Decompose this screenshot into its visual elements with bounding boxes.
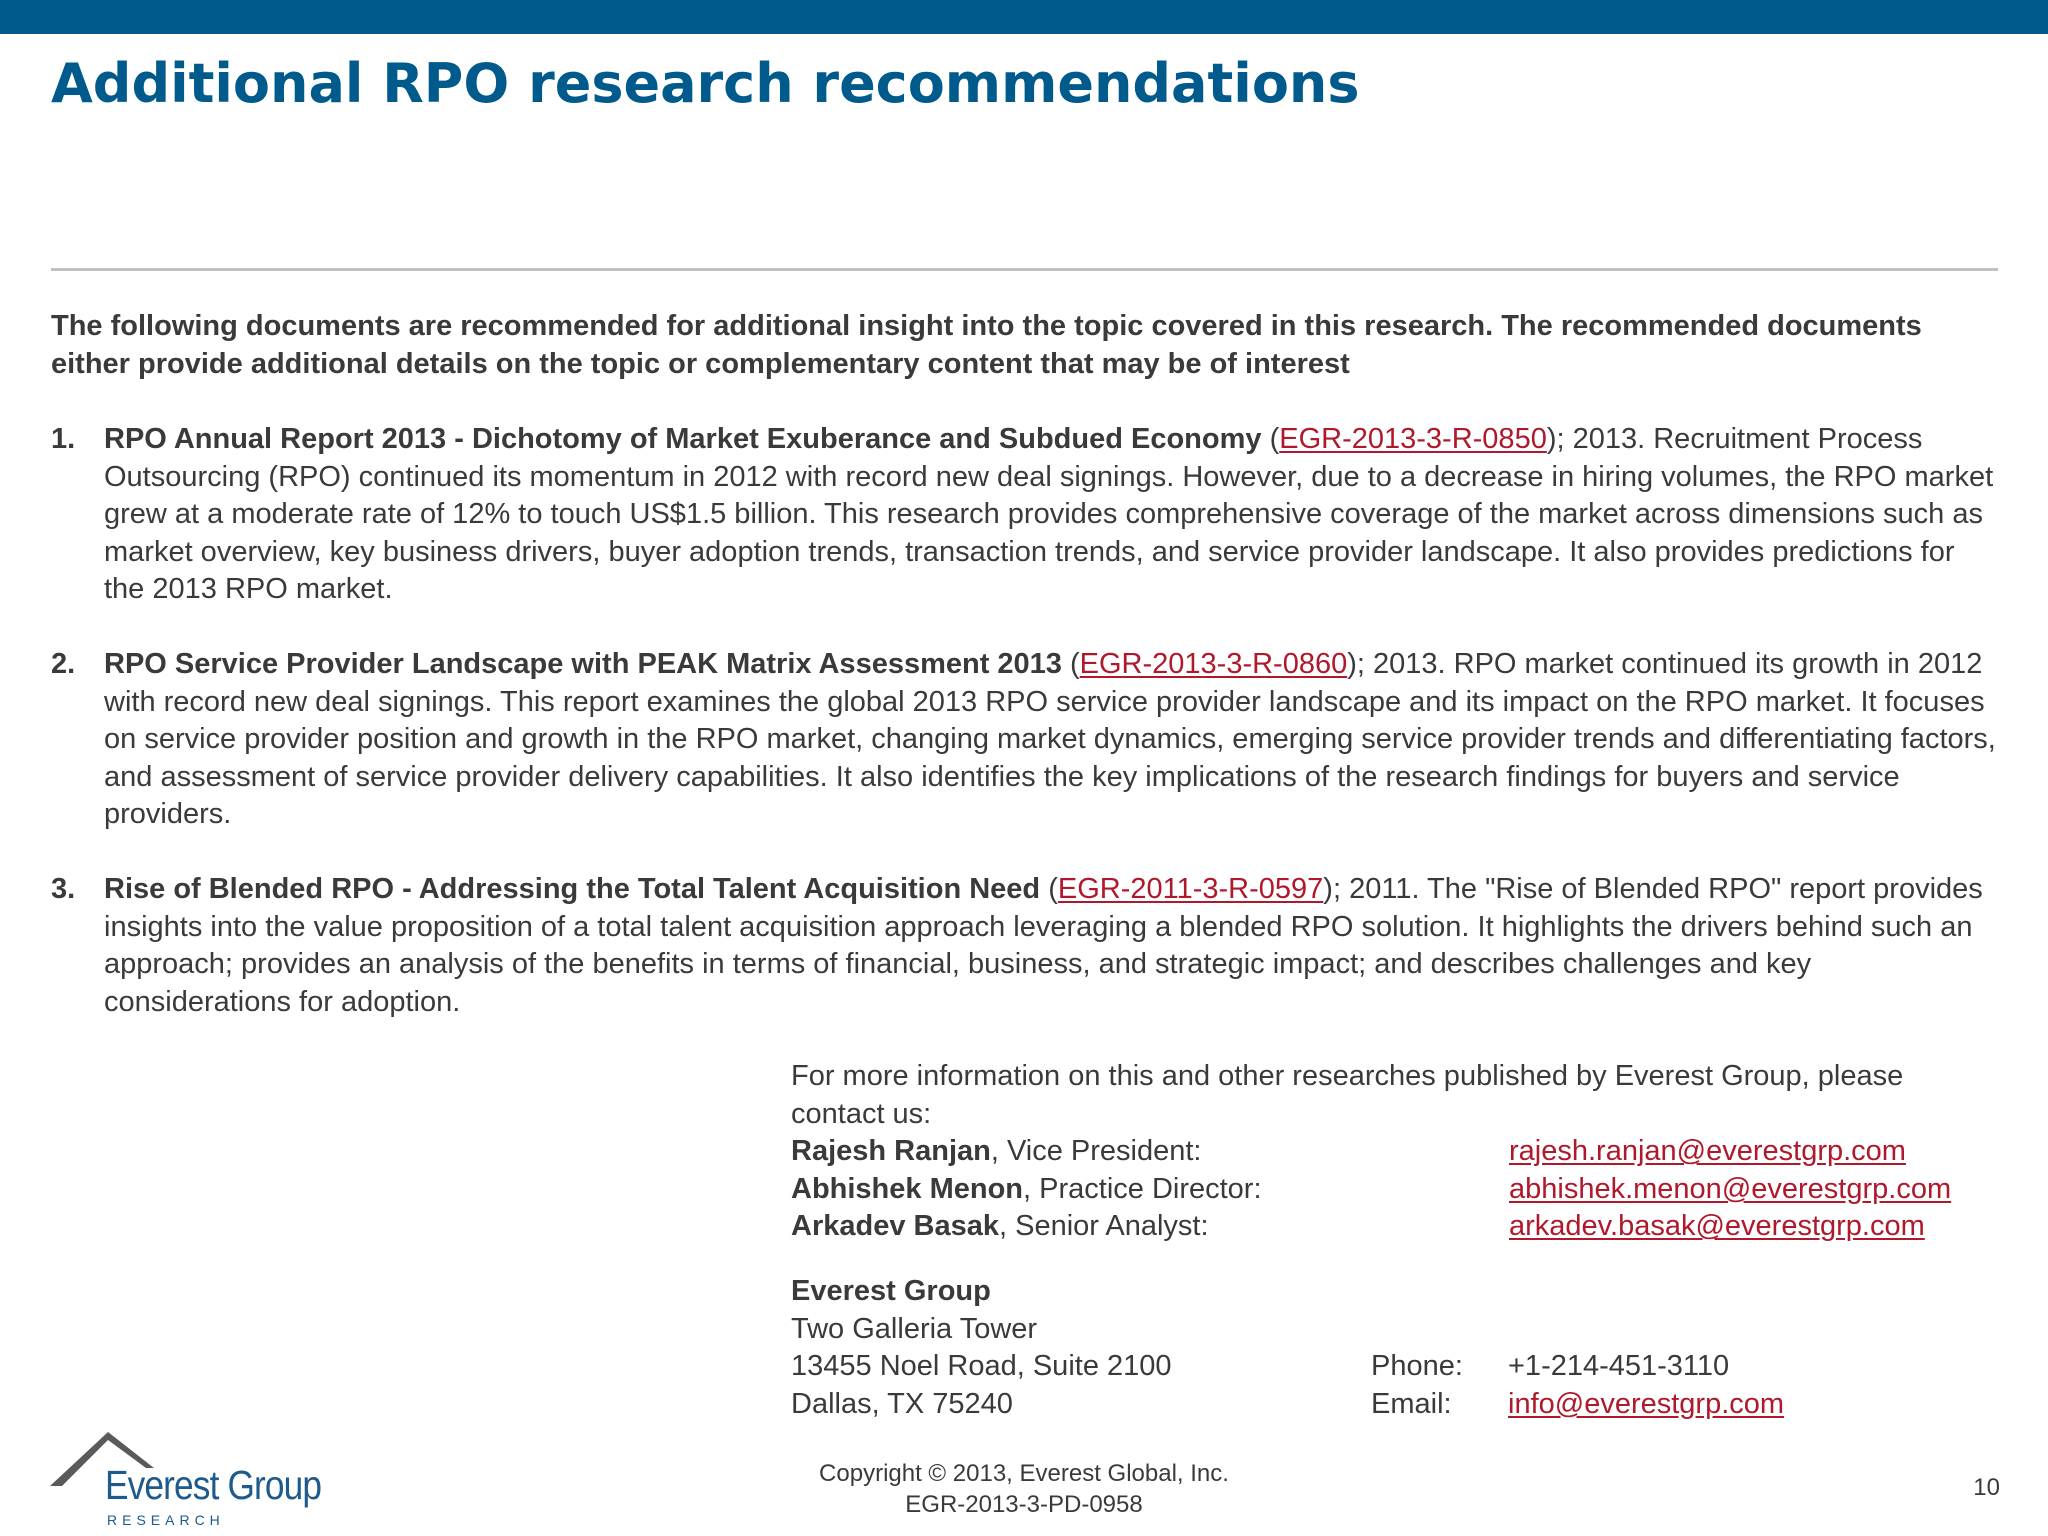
document-code: EGR-2013-3-PD-0958: [905, 1491, 1143, 1518]
contact-person: [791, 1208, 1509, 1246]
contact-person-row: [791, 1171, 2001, 1209]
person-name: Arkadev Basak: [791, 1210, 999, 1243]
page-number: 10: [1973, 1474, 2000, 1501]
org-name: Everest Group: [791, 1274, 991, 1307]
everest-group-logo: [50, 1432, 340, 1528]
person-name: Rajesh Ranjan: [791, 1135, 991, 1168]
person-email-link[interactable]: rajesh.ranjan@everestgrp.com: [1509, 1135, 1906, 1168]
person-role: , Vice President:: [990, 1135, 1202, 1168]
item-number: 1.: [51, 423, 76, 455]
person-role: , Senior Analyst:: [998, 1210, 1209, 1243]
item-number: 3.: [51, 872, 76, 905]
contact-person: [791, 1133, 1509, 1171]
document-code-link[interactable]: EGR-2011-3-R-0597: [1057, 872, 1324, 905]
list-item: 2. RPO Service Provider Landscape with PEAK Matrix Assessment 2013 (EGR-2013-3-R-0860); 2013. RPO market continued its growth in 2012 with record new deal signings. This report examines the global 2013 RPO service provider landscape and its impact on the RPO market. It focuses on service provider position and growth in the RPO market, changing market dynamics, emerging service provider trends and differentiating factors, and assessment of service provider delivery capabilities. It also identifies the key implications of the research findings for buyers and service providers.: [51, 647, 1996, 831]
address-row: [791, 1386, 2001, 1424]
contact-section: [791, 1058, 2001, 1423]
phone-label: Phone:: [1371, 1350, 1463, 1383]
address-row: [791, 1273, 2001, 1311]
document-description: ; 2013. Recruitment Process Outsourcing (RPO) continued its momentum in 2012 with record new deal signings. However, due to a decrease in hiring volumes, the RPO market grew at a moderate rate of 12% to touch US$1.5 billion. This research provides comprehensive coverage of the market across dimensions such as market overview, key business drivers, buyer adoption trends, transaction trends, and service provider landscape. It also provides predictions for the 2013 RPO market.: [104, 423, 1994, 606]
address-line: Dallas, TX 75240: [791, 1387, 1013, 1420]
list-item: 3. Rise of Blended RPO - Addressing the Total Talent Acquisition Need (EGR-2011-3-R-0597); 2011. The "Rise of Blended RPO" report provides insights into the value proposition of a total talent acquisition approach leveraging a blended RPO solution. It highlights the drivers behind such an approach; provides an analysis of the benefits in terms of financial, business, and strategic impact; and describes challenges and key considerations for adoption.: [51, 872, 1983, 1018]
footer: [774, 1458, 1274, 1520]
address-line: Two Galleria Tower: [791, 1312, 1038, 1345]
top-accent-bar: [0, 0, 2048, 34]
contact-intro: For more information on this and other researches published by Everest Group, please contact us:: [791, 1060, 1904, 1130]
document-description: ; 2013. RPO market continued its growth in 2012 with record new deal signings. This report examines the global 2013 RPO service provider landscape and its impact on the RPO market. It focuses on service provider position and growth in the RPO market, changing market dynamics, emerging service provider trends and differentiating factors, and assessment of service provider delivery capabilities. It also identifies the key implications of the research findings for buyers and service providers.: [104, 647, 1996, 831]
address-row: [791, 1348, 2001, 1386]
logo-wordmark: Everest Group: [105, 1462, 322, 1508]
person-email-link[interactable]: abhishek.menon@everestgrp.com: [1509, 1172, 1952, 1205]
page-title: Additional RPO research recommendations: [51, 52, 1360, 115]
copyright-text: Copyright © 2013, Everest Global, Inc.: [819, 1460, 1229, 1487]
contact-person-row: [791, 1208, 2001, 1246]
person-role: , Practice Director:: [1023, 1172, 1262, 1205]
address-line: 13455 Noel Road, Suite 2100: [791, 1350, 1172, 1383]
document-title: RPO Service Provider Landscape with PEAK Matrix Assessment 2013: [104, 647, 1062, 680]
person-name: Abhishek Menon: [791, 1172, 1024, 1205]
contact-person: [791, 1171, 1509, 1209]
person-email-link[interactable]: arkadev.basak@everestgrp.com: [1509, 1210, 1925, 1243]
logo-subtitle: RESEARCH: [107, 1512, 225, 1528]
intro-text: The following documents are recommended for additional insight into the topic covered in this research. The recommended documents either provide additional details on the topic or complementary content that may be of interest: [51, 310, 1922, 380]
recommended-documents-list: [51, 421, 1998, 1021]
document-code-link[interactable]: EGR-2013-3-R-0860: [1079, 647, 1348, 680]
company-address: [791, 1273, 2001, 1423]
document-code-link[interactable]: EGR-2013-3-R-0850: [1279, 423, 1547, 455]
phone-number: +1-214-451-3110: [1508, 1350, 1730, 1383]
title-divider: [51, 268, 1998, 271]
info-email-link[interactable]: info@everestgrp.com: [1508, 1387, 1785, 1420]
email-label: Email:: [1371, 1387, 1452, 1420]
document-description: ; 2011. The "Rise of Blended RPO" report provides insights into the value proposition of a total talent acquisition approach leveraging a blended RPO solution. It highlights the drivers behind such an approach; provides an analysis of the benefits in terms of financial, business, and strategic impact; and describes challenges and key considerations for adoption.: [104, 872, 1983, 1018]
address-row: [791, 1311, 2001, 1349]
contact-person-row: [791, 1133, 2001, 1171]
document-title: Rise of Blended RPO - Addressing the Total Talent Acquisition Need: [104, 872, 1041, 905]
document-title: RPO Annual Report 2013 - Dichotomy of Market Exuberance and Subdued Economy: [104, 423, 1262, 455]
list-item: 1. RPO Annual Report 2013 - Dichotomy of Market Exuberance and Subdued Economy (EGR-2013-3-R-0850); 2013. Recruitment Process Outsourcing (RPO) continued its momentum in 2012 with record new deal signings. However, due to a decrease in hiring volumes, the RPO market grew at a moderate rate of 12% to touch US$1.5 billion. This research provides comprehensive coverage of the market across dimensions such as market overview, key business drivers, buyer adoption trends, transaction trends, and service provider landscape. It also provides predictions for the 2013 RPO market.: [51, 423, 1994, 606]
item-number: 2.: [51, 647, 76, 680]
